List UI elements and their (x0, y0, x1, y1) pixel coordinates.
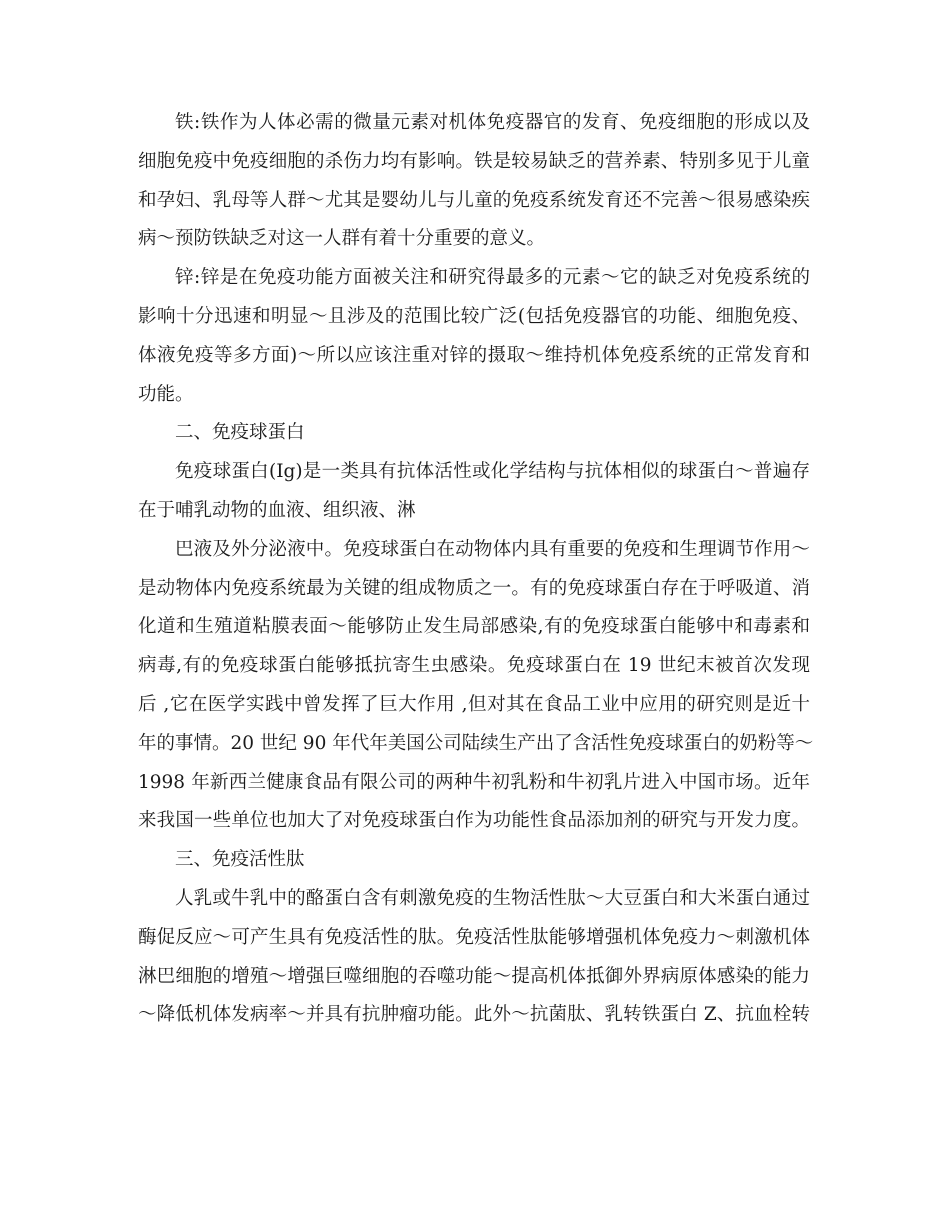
paragraph-zinc-line-3: 体液免疫等多方面)～所以应该注重对锌的摄取～维持机体免疫系统的正常发育和 (138, 344, 810, 366)
paragraph-ig2-line-7: 1998 年新西兰健康食品有限公司的两种牛初乳粉和牛初乳片进入中国市场。近年 (138, 771, 810, 793)
paragraph-zinc-line-2: 影响十分迅速和明显～且涉及的范围比较广泛(包括免疫器官的功能、细胞免疫、 (138, 305, 810, 327)
paragraph-iron-line-4: 病～预防铁缺乏对这一人群有着十分重要的意义。 (138, 228, 546, 250)
paragraph-ig2-line-4: 病毒,有的免疫球蛋白能够抵抗寄生虫感染。免疫球蛋白在 19 世纪末被首次发现 (138, 655, 810, 677)
paragraph-iron-line-3: 和孕妇、乳母等人群～尤其是婴幼儿与儿童的免疫系统发育还不完善～很易感染疾 (138, 189, 810, 211)
document-body (138, 104, 814, 1035)
paragraph-ig2-line-3: 化道和生殖道粘膜表面～能够防止发生局部感染,有的免疫球蛋白能够中和毒素和 (138, 616, 810, 638)
paragraph-ig2-line-8: 来我国一些单位也加大了对免疫球蛋白作为功能性食品添加剂的研究与开发力度。 (138, 810, 810, 832)
paragraph-ig2-line-5: 后 ,它在医学实践中曾发挥了巨大作用 ,但对其在食品工业中应用的研究则是近十 (138, 693, 810, 715)
paragraph-iron-line-1: 铁:铁作为人体必需的微量元素对机体免疫器官的发育、免疫细胞的形成以及 (175, 112, 810, 133)
paragraph-ig2-line-2: 是动物体内免疫系统最为关键的组成物质之一。有的免疫球蛋白存在于呼吸道、消 (138, 577, 810, 599)
section-heading-immune-peptide: 三、免疫活性肽 (175, 849, 305, 871)
paragraph-zinc-line-1: 锌:锌是在免疫功能方面被关注和研究得最多的元素～它的缺乏对免疫系统的 (175, 267, 810, 289)
paragraph-peptide-line-4: ～降低机体发病率～并具有抗肿瘤功能。此外～抗菌肽、乳转铁蛋白 Z、抗血栓转 (138, 1004, 810, 1026)
paragraph-iron-line-2: 细胞免疫中免疫细胞的杀伤力均有影响。铁是较易缺乏的营养素、特别多见于儿童 (138, 150, 810, 172)
paragraph-peptide-line-3: 淋巴细胞的增殖～增强巨噬细胞的吞噬功能～提高机体抵御外界病原体感染的能力 (138, 965, 810, 987)
section-heading-immunoglobulin: 二、免疫球蛋白 (175, 422, 305, 444)
paragraph-zinc-line-4: 功能。 (138, 383, 194, 405)
paragraph-ig2-line-1: 巴液及外分泌液中。免疫球蛋白在动物体内具有重要的免疫和生理调节作用～ (175, 538, 810, 560)
paragraph-peptide-line-1: 人乳或牛乳中的酪蛋白含有刺激免疫的生物活性肽～大豆蛋白和大米蛋白通过 (175, 887, 810, 909)
paragraph-ig2-line-6: 年的事情。20 世纪 90 年代年美国公司陆续生产出了含活性免疫球蛋白的奶粉等～ (138, 732, 814, 754)
paragraph-ig-line-2: 在于哺乳动物的血液、组织液、淋 (138, 499, 416, 521)
paragraph-ig-line-1: 免疫球蛋白(Ig)是一类具有抗体活性或化学结构与抗体相似的球蛋白～普遍存 (175, 461, 810, 483)
paragraph-peptide-line-2: 酶促反应～可产生具有免疫活性的肽。免疫活性肽能够增强机体免疫力～刺激机体 (138, 926, 810, 948)
